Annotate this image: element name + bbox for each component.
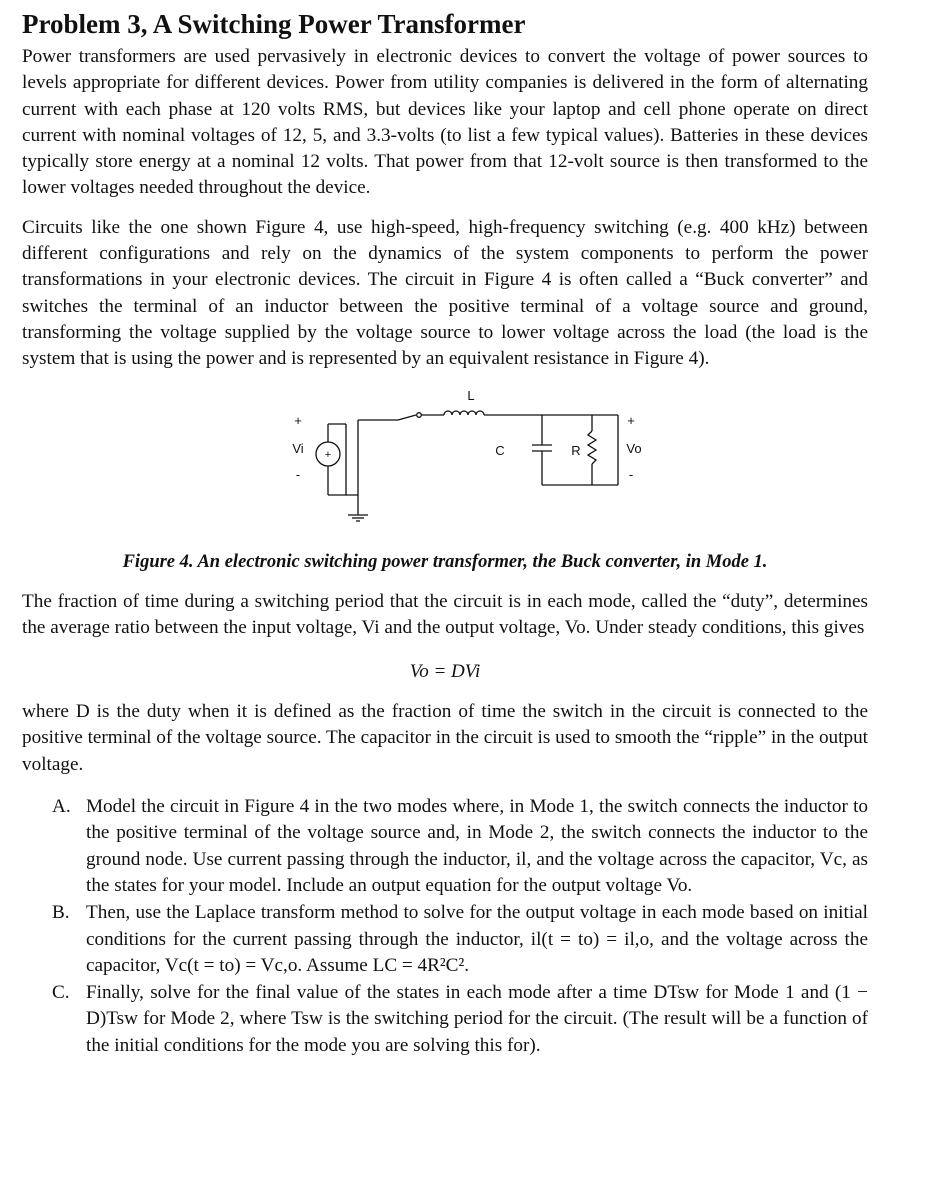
problem-page	[22, 8, 868, 1060]
task-item-c	[22, 980, 868, 1059]
paragraph-intro: Power transformers are used pervasively in electronic devices to convert the voltage of power sources to levels appropriate for different devices. Power from utility companies is delivered in the form of alternating current with each phase at 120 volts RMS, but devices like your laptop and cell phone operate on direct current with nominal voltages of 12, 5, and 3.3-volts (to list a few typical values). Batteries in these devices typically store energy at a nominal 12 volts. That power from that 12-volt source is then transformed to the lower voltages needed throughout the device.	[22, 46, 868, 199]
vi-minus-sign: -	[295, 466, 301, 482]
vi-plus-sign: +	[294, 412, 302, 428]
task-text: Model the circuit in Figure 4 in the two modes where, in Mode 1, the switch connects the inductor to the positive terminal of the voltage source and, in Mode 2, the switch connects the inductor to the ground node. Use current passing through the inductor, il, and the voltage across the capacitor, Vc, as the states for your model. Include an output equation for the output voltage Vo.	[86, 796, 868, 896]
duty-equation: Vo = DVi	[409, 661, 481, 683]
figure-caption: Figure 4. An electronic switching power transformer, the Buck converter, in Mode 1.	[122, 551, 768, 572]
label-Vo: Vo	[626, 440, 642, 456]
figure-4	[22, 387, 868, 543]
vo-minus-sign: -	[628, 466, 634, 482]
label-R: R	[571, 442, 581, 458]
task-label: A.	[52, 796, 71, 818]
task-list	[22, 794, 868, 1059]
vo-plus-sign: +	[627, 412, 635, 428]
paragraph-duty: The fraction of time during a switching period that the circuit is in each mode, called the “duty”, determines the average ratio between the input voltage, Vi and the output voltage, Vo. Under steady conditions, this gives	[22, 590, 868, 638]
source-plus-sign: +	[324, 448, 332, 461]
switch-blade	[398, 415, 416, 420]
paragraph-circuit-description: Circuits like the one shown Figure 4, use high-speed, high-frequency switching (e.g. 400 kHz) between different configurations and rely on the dynamics of the system components to perform the power transformations in your electronic devices. The circuit in Figure 4 is often called a “Buck converter” and switches the terminal of an inductor between the positive terminal of a voltage source and ground, transforming the voltage supplied by the voltage source to lower voltage across the load (the load is the system that is using the power and is represented by an equivalent resistance in Figure 4).	[22, 216, 868, 370]
task-text: Finally, solve for the final value of the states in each mode after a time DTsw for Mode 1 and (1 − D)Tsw for Mode 2, where Tsw is the switching period for the circuit. (The result will be a function of the initial conditions for the mode you are solving this for).	[86, 982, 868, 1056]
paragraph-duty-definition: where D is the duty when it is defined as the fraction of time the switch in the circuit is connected to the positive terminal of the voltage source. The capacitor in the circuit is used to smooth the “ripple” in the output voltage.	[22, 701, 868, 775]
label-Vi: Vi	[292, 440, 304, 456]
label-C: C	[495, 442, 505, 458]
buck-converter-circuit	[258, 387, 658, 543]
inductor-coil	[444, 411, 484, 415]
task-item-b	[22, 900, 868, 979]
task-label: C.	[52, 982, 70, 1004]
task-label: B.	[52, 902, 70, 924]
problem-title: Problem 3, A Switching Power Transformer	[22, 9, 526, 39]
task-item-a	[22, 794, 868, 899]
label-L: L	[467, 387, 475, 403]
task-text: Then, use the Laplace transform method to solve for the output voltage in each mode based on initial conditions for the current passing through the inductor, il(t = to) = il,o, and the voltage across the capacitor, Vc(t = to) = Vc,o. Assume LC = 4R²C².	[86, 902, 868, 976]
